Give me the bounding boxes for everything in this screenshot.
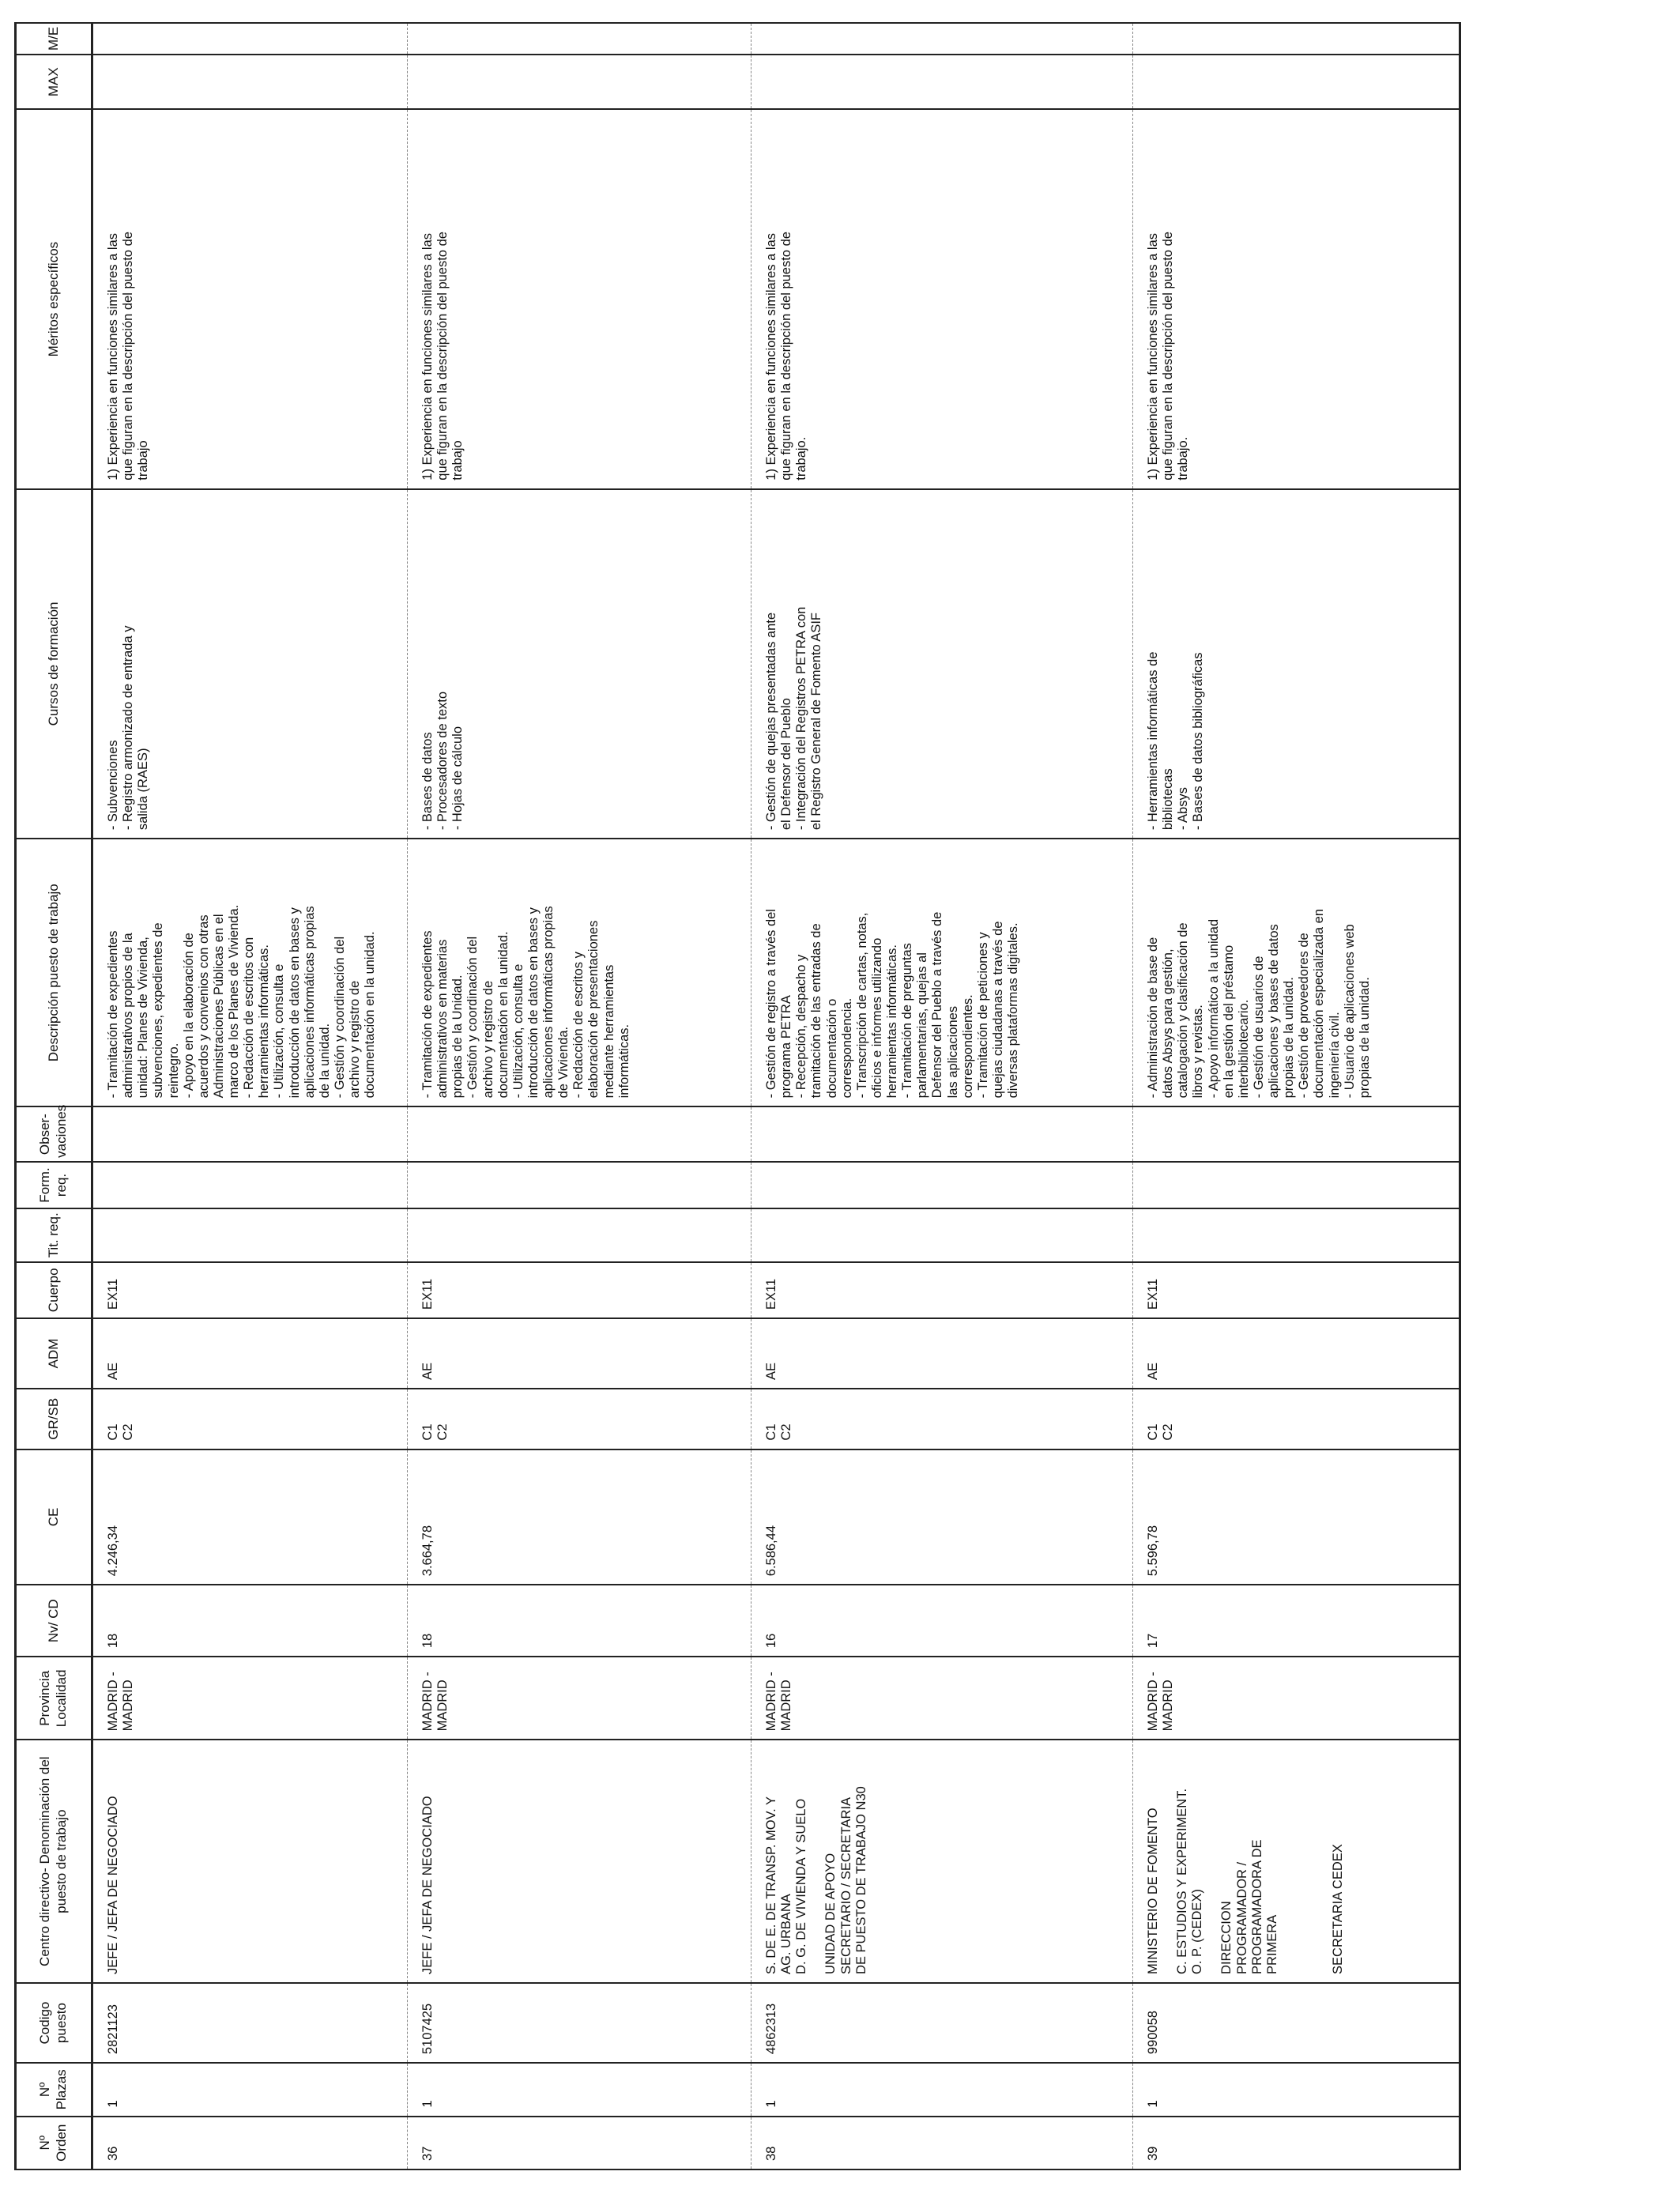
- text-line: quejas ciudadanas a través de: [990, 921, 1005, 1099]
- text-line: informáticas.: [616, 1023, 631, 1099]
- text-line: documentación o: [824, 998, 839, 1099]
- text-line: diversas plataformas digitales.: [1006, 922, 1020, 1099]
- header-adm: ADM: [16, 1318, 92, 1389]
- text-line: herramientas informáticas.: [257, 944, 272, 1099]
- text-line: - Gestión de quejas presentadas ante: [764, 612, 778, 831]
- text-line: - Registro armonizado de entrada y: [121, 625, 136, 831]
- text-line: C1: [764, 1423, 778, 1441]
- cell-adm: AE: [92, 1318, 408, 1389]
- header-codigo: Codigo puesto: [16, 1983, 92, 2063]
- header-observaciones: Obser- vaciones: [16, 1106, 92, 1161]
- text-line: - Absys: [1176, 787, 1191, 831]
- cell-formacion: [1133, 1162, 1460, 1208]
- header-cuerpo: Cuerpo: [16, 1262, 92, 1319]
- header-meritos: Méritos específicos: [16, 109, 92, 488]
- cell-observaciones: [1133, 1106, 1460, 1161]
- cell-meritos: [408, 109, 751, 488]
- table-row: [92, 23, 408, 2169]
- cell-ce: 6.586,44: [751, 1449, 1133, 1585]
- header-plazas: Nº Plazas: [16, 2063, 92, 2116]
- cell-ce: 5.596,78: [1133, 1449, 1460, 1585]
- cell-cuerpo: EX11: [751, 1262, 1133, 1319]
- cell-provincia: [751, 1657, 1133, 1740]
- cell-adm: AE: [751, 1318, 1133, 1389]
- text-line: MADRID -: [764, 1672, 778, 1732]
- cell-centro: [408, 1740, 751, 1983]
- cell-centro: [1133, 1740, 1460, 1983]
- job-positions-table: [14, 22, 1461, 2170]
- text-line: - Integración del Registros PETRA con: [794, 606, 809, 831]
- denominacion-puesto: [420, 1744, 435, 1974]
- cell-meritos: [1133, 109, 1460, 488]
- cell-nivel: 18: [92, 1585, 408, 1657]
- text-line: C. ESTUDIOS Y EXPERIMENT.: [1175, 1788, 1190, 1974]
- text-line: marco de los Planes de Vivienda.: [227, 904, 241, 1099]
- text-line: C2: [779, 1423, 794, 1441]
- cell-titulacion: [1133, 1208, 1460, 1261]
- text-line: - Utilización, consulta e: [510, 963, 525, 1099]
- cell-grupo: [92, 1389, 408, 1449]
- cell-cursos: [408, 489, 751, 839]
- text-line: - Administración de base de: [1146, 937, 1160, 1099]
- text-line: documentación especializada en: [1312, 908, 1327, 1099]
- cell-grupo: [1133, 1389, 1460, 1449]
- text-line: trabajo: [136, 440, 151, 481]
- text-line: MADRID: [1161, 1679, 1176, 1732]
- text-line: acuerdos y convenios con otras: [196, 914, 211, 1099]
- text-line: en la gestión del préstamo: [1221, 944, 1236, 1099]
- cell-observaciones: [92, 1106, 408, 1161]
- text-line: mediante herramientas: [601, 964, 616, 1099]
- cell-grupo: [751, 1389, 1133, 1449]
- cell-cursos: [92, 489, 408, 839]
- text-line: el Registro General de Fomento ASIF: [809, 613, 824, 831]
- denominacion-puesto: [106, 1744, 121, 1974]
- cell-cursos: [1133, 489, 1460, 839]
- text-line: tramitación de las entradas de: [809, 923, 824, 1099]
- table-row: [408, 23, 751, 2169]
- text-line: introducción de datos en bases y: [525, 907, 541, 1099]
- cell-adm: AE: [1133, 1318, 1460, 1389]
- text-line: aplicaciones informáticas propias: [302, 906, 317, 1099]
- text-line: que figuran en la descripción del puesto de: [435, 232, 450, 481]
- text-line: C1: [1146, 1423, 1160, 1441]
- text-line: DE PUESTO DE TRABAJO N30: [853, 1786, 868, 1974]
- line-spacer: [809, 1744, 823, 1974]
- text-line: bibliotecas: [1161, 768, 1176, 831]
- cell-observaciones: [751, 1106, 1133, 1161]
- text-line: propias de la Unidad.: [450, 974, 465, 1099]
- text-line: documentación en la unidad.: [495, 931, 510, 1099]
- text-line: propias de la unidad.: [1282, 977, 1297, 1099]
- text-line: introducción de datos en bases y: [287, 907, 302, 1099]
- text-line: aplicaciones informáticas propias: [541, 906, 556, 1099]
- text-line: trabajo.: [1176, 436, 1191, 481]
- cell-nivel: 17: [1133, 1585, 1460, 1657]
- text-line: catalogación y clasificación de: [1176, 922, 1191, 1099]
- text-line: que figuran en la descripción del puesto de: [121, 232, 136, 481]
- text-line: - Apoyo informático a la unidad: [1206, 918, 1221, 1099]
- text-line: datos Absys para gestión,: [1161, 948, 1176, 1099]
- cell-descripcion: [408, 839, 751, 1106]
- text-line: Defensor del Pueblo a través de: [930, 911, 945, 1099]
- text-line: SECRETARIA CEDEX: [1330, 1844, 1345, 1974]
- cell-cuerpo: EX11: [1133, 1262, 1460, 1319]
- cell-cuerpo: EX11: [408, 1262, 751, 1319]
- cell-provincia: [408, 1657, 751, 1740]
- text-line: - Hojas de cálculo: [450, 726, 465, 831]
- cell-ce: 4.246,34: [92, 1449, 408, 1585]
- header-max: MAX: [16, 55, 92, 109]
- cell-orden: 36: [92, 2117, 408, 2169]
- text-line: - Apoyo en la elaboración de: [181, 933, 196, 1099]
- text-line: salida (RAES): [136, 748, 151, 831]
- cell-cuerpo: EX11: [92, 1262, 408, 1319]
- text-line: MADRID -: [106, 1672, 120, 1732]
- cell-titulacion: [92, 1208, 408, 1261]
- text-line: ingeniería civil.: [1327, 1012, 1342, 1099]
- text-line: MADRID: [121, 1679, 136, 1732]
- text-line: MADRID -: [420, 1672, 435, 1732]
- header-titulacion: Tit. req.: [16, 1208, 92, 1261]
- text-line: libros y revistas.: [1191, 1005, 1206, 1099]
- text-line: Administraciones Públicas en el: [211, 914, 226, 1099]
- cell-formacion: [92, 1162, 408, 1208]
- cell-meritos: [92, 109, 408, 488]
- text-line: - Utilización, consulta e: [272, 963, 287, 1099]
- header-orden: Nº Orden: [16, 2117, 92, 2169]
- header-nivel: Nv/ CD: [16, 1585, 92, 1657]
- text-line: - Gestión y coordinación del: [465, 936, 480, 1099]
- text-line: - Tramitación de preguntas: [900, 943, 915, 1099]
- text-line: MINISTERIO DE FOMENTO: [1146, 1808, 1160, 1974]
- cell-orden: 37: [408, 2117, 751, 2169]
- cell-max: [92, 55, 408, 109]
- cell-formacion: [408, 1162, 751, 1208]
- text-line: el Defensor del Pueblo: [779, 698, 794, 831]
- cell-codigo: 5107425: [408, 1983, 751, 2063]
- text-line: PROGRAMADORA DE: [1249, 1839, 1264, 1974]
- text-line: - Herramientas informáticas de: [1146, 651, 1160, 831]
- header-me: M/E: [16, 23, 92, 55]
- text-line: reintegro.: [166, 1042, 181, 1099]
- text-line: correspondientes.: [960, 994, 975, 1099]
- text-line: subvenciones, expedientes de: [151, 922, 166, 1099]
- text-line: - Tramitación de expedientes: [106, 930, 120, 1099]
- text-line: archivo y registro de: [480, 980, 495, 1099]
- cell-codigo: 2821123: [92, 1983, 408, 2063]
- text-line: correspondencia.: [839, 997, 854, 1099]
- centro-directivo: [764, 1744, 839, 1974]
- text-line: - Usuario de aplicaciones web: [1342, 924, 1357, 1099]
- cell-codigo: 990058: [1133, 1983, 1460, 2063]
- text-line: - Gestión de usuarios de: [1251, 956, 1266, 1099]
- cell-observaciones: [408, 1106, 751, 1161]
- cell-meritos: [751, 109, 1133, 488]
- centro-directivo: [1146, 1744, 1235, 1974]
- cell-grupo: [408, 1389, 751, 1449]
- cell-centro: [751, 1740, 1133, 1983]
- text-line: S. DE E. DE TRANSP. MOV. Y: [764, 1796, 778, 1974]
- text-line: - Tramitación de peticiones y: [975, 932, 990, 1099]
- text-line: - Redacción de escritos y: [571, 952, 586, 1099]
- text-line: DIRECCION: [1219, 1901, 1234, 1974]
- cell-codigo: 4862313: [751, 1983, 1133, 2063]
- text-line: JEFE / JEFA DE NEGOCIADO: [106, 1796, 120, 1974]
- text-line: D. G. DE VIVIENDA Y SUELO: [794, 1798, 809, 1974]
- text-line: AG. URBANA: [779, 1894, 794, 1974]
- header-grupo: GR/SB: [16, 1389, 92, 1449]
- text-line: elaboración de presentaciones: [586, 920, 601, 1099]
- cell-ce: 3.664,78: [408, 1449, 751, 1585]
- header-provincia: Provincia Localidad: [16, 1657, 92, 1740]
- text-line: documentación en la unidad.: [363, 931, 378, 1099]
- text-line: trabajo.: [794, 436, 809, 481]
- cell-cursos: [751, 489, 1133, 839]
- text-line: que figuran en la descripción del puesto de: [779, 232, 794, 481]
- text-line: que figuran en la descripción del puesto de: [1161, 232, 1176, 481]
- text-line: - Gestión y coordinación del: [332, 936, 347, 1099]
- text-line: herramientas informáticas.: [885, 944, 899, 1099]
- text-line: UNIDAD DE APOYO: [823, 1853, 838, 1974]
- line-spacer: [1161, 1744, 1175, 1974]
- table-row: [751, 23, 1133, 2169]
- text-line: de Vivienda.: [556, 1026, 571, 1099]
- cell-titulacion: [408, 1208, 751, 1261]
- text-line: MADRID: [779, 1679, 794, 1732]
- header-row: [16, 23, 92, 2169]
- centro-siguiente: [1331, 1744, 1346, 1974]
- cell-me: [1133, 23, 1460, 55]
- header-descripcion: Descripción puesto de trabajo: [16, 839, 92, 1106]
- cell-provincia: [1133, 1657, 1460, 1740]
- text-line: JEFE / JEFA DE NEGOCIADO: [420, 1796, 435, 1974]
- text-line: O. P. (CEDEX): [1190, 1889, 1205, 1974]
- text-line: - Subvenciones: [106, 740, 120, 831]
- text-line: parlamentarias, quejas al: [915, 952, 930, 1099]
- text-line: programa PETRA: [779, 995, 794, 1099]
- text-line: - Gestión de proveedores de: [1297, 933, 1312, 1099]
- text-line: archivo y registro de: [348, 980, 362, 1099]
- denominacion-puesto: [839, 1744, 869, 1974]
- text-line: - Redacción de escritos con: [242, 937, 257, 1099]
- header-cursos: Cursos de formación: [16, 489, 92, 839]
- text-line: las aplicaciones: [945, 1005, 960, 1099]
- text-line: C2: [435, 1423, 450, 1441]
- text-line: administrativos en materias: [435, 939, 450, 1099]
- cell-max: [408, 55, 751, 109]
- text-line: - Bases de datos bibliográficas: [1191, 652, 1206, 831]
- text-line: C2: [121, 1423, 136, 1441]
- text-line: - Tramitación de expedientes: [420, 930, 435, 1099]
- text-line: de la unidad.: [317, 1023, 332, 1099]
- cell-orden: 39: [1133, 2117, 1460, 2169]
- text-line: 1) Experiencia en funciones similares a las: [764, 232, 778, 481]
- cell-plazas: 1: [408, 2063, 751, 2116]
- text-line: C2: [1161, 1423, 1176, 1441]
- text-line: C1: [420, 1423, 435, 1441]
- cell-titulacion: [751, 1208, 1133, 1261]
- cell-adm: AE: [408, 1318, 751, 1389]
- text-line: aplicaciones y bases de datos: [1267, 924, 1281, 1099]
- text-line: - Recepción, despacho y: [794, 954, 809, 1099]
- denominacion-puesto: [1235, 1744, 1280, 1974]
- header-ce: CE: [16, 1449, 92, 1585]
- text-line: trabajo: [450, 440, 465, 481]
- table-row: [1133, 23, 1460, 2169]
- text-line: SECRETARIO / SECRETARIA: [838, 1796, 853, 1974]
- text-line: propias de la unidad.: [1357, 977, 1372, 1099]
- cell-plazas: 1: [1133, 2063, 1460, 2116]
- cell-me: [92, 23, 408, 55]
- cell-descripcion: [1133, 839, 1460, 1106]
- cell-max: [1133, 55, 1460, 109]
- text-line: MADRID: [435, 1679, 450, 1732]
- text-line: administrativos propios de la: [121, 933, 136, 1099]
- cell-descripcion: [751, 839, 1133, 1106]
- text-line: PROGRAMADOR /: [1234, 1861, 1249, 1974]
- text-line: 1) Experiencia en funciones similares a las: [1146, 232, 1160, 481]
- cell-nivel: 16: [751, 1585, 1133, 1657]
- line-spacer: [1205, 1744, 1219, 1974]
- text-line: - Procesadores de texto: [435, 691, 450, 831]
- text-line: - Bases de datos: [420, 732, 435, 831]
- text-line: MADRID -: [1146, 1672, 1160, 1732]
- cell-me: [751, 23, 1133, 55]
- cell-provincia: [92, 1657, 408, 1740]
- text-line: - Transcripción de cartas, notas,: [854, 912, 869, 1099]
- text-line: - Gestión de registro a través del: [764, 909, 778, 1099]
- text-line: unidad: Planes de Vivienda,: [136, 937, 151, 1099]
- cell-orden: 38: [751, 2117, 1133, 2169]
- cell-me: [408, 23, 751, 55]
- text-line: 1) Experiencia en funciones similares a las: [106, 232, 120, 481]
- text-line: C1: [106, 1423, 120, 1441]
- header-formacion: Form. req.: [16, 1162, 92, 1208]
- text-line: interbibliotecario.: [1236, 999, 1251, 1099]
- cell-max: [751, 55, 1133, 109]
- cell-formacion: [751, 1162, 1133, 1208]
- cell-nivel: 18: [408, 1585, 751, 1657]
- cell-plazas: 1: [751, 2063, 1133, 2116]
- text-line: PRIMERA: [1264, 1914, 1279, 1974]
- header-centro: Centro directivo- Denominación del puesto de trabajo: [16, 1740, 92, 1983]
- cell-centro: [92, 1740, 408, 1983]
- cell-descripcion: [92, 839, 408, 1106]
- text-line: 1) Experiencia en funciones similares a las: [420, 232, 435, 481]
- cell-plazas: 1: [92, 2063, 408, 2116]
- text-line: oficios e informes utilizando: [869, 937, 884, 1099]
